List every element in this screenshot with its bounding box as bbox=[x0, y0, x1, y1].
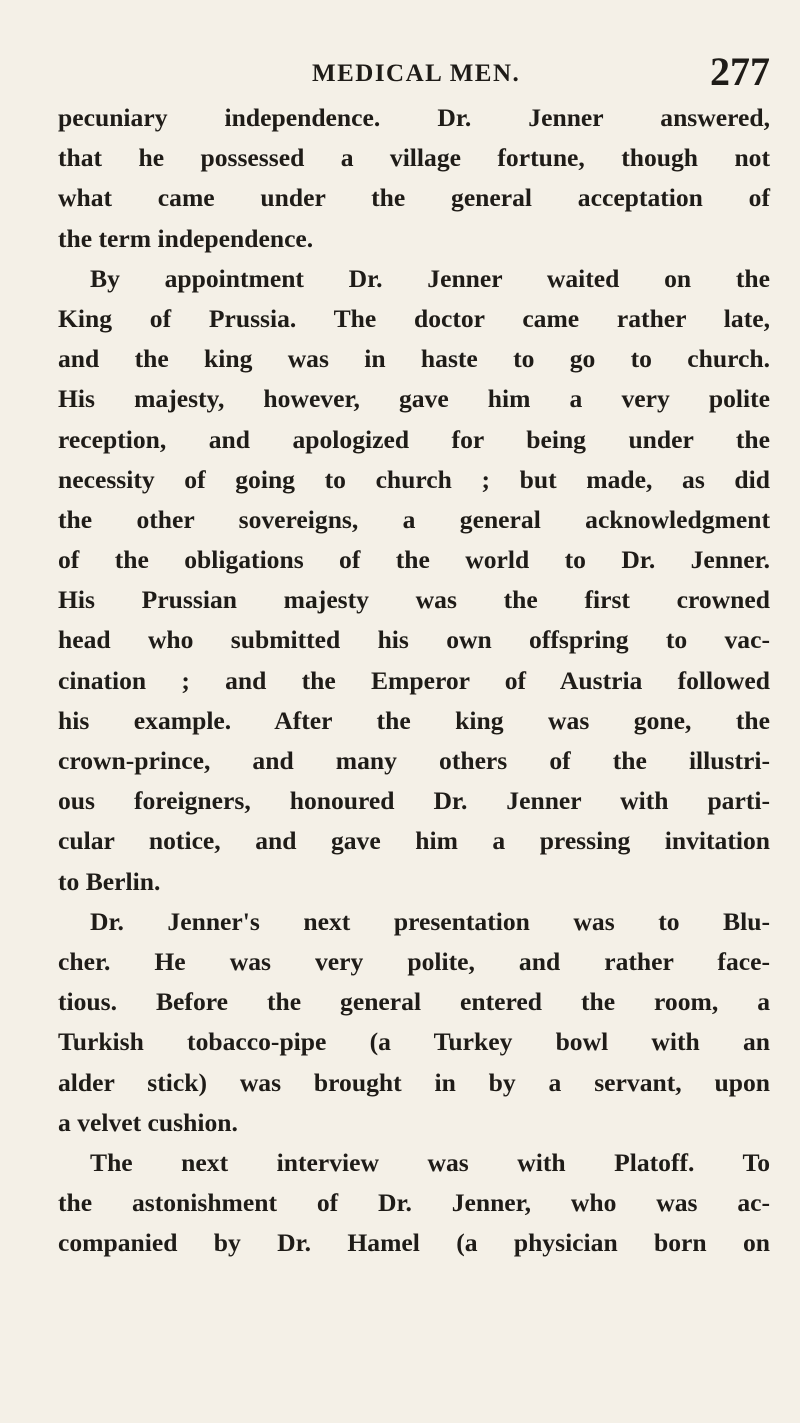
running-head bbox=[0, 49, 800, 94]
text-line: reception, and apologized for being under the bbox=[58, 424, 770, 454]
text-line: pecuniary independence. Dr. Jenner answered, bbox=[58, 103, 770, 132]
text-line: tious. Before the general entered the room, a bbox=[58, 987, 770, 1017]
text-line: his example. After the king was gone, the bbox=[58, 705, 770, 735]
text-line: ous foreigners, honoured Dr. Jenner with parti- bbox=[58, 786, 770, 816]
text-line: what came under the general acceptation of bbox=[58, 183, 770, 213]
text-line: cher. He was very polite, and rather face- bbox=[58, 946, 770, 976]
text-line: alder stick) was brought in by a servant, upon bbox=[58, 1067, 770, 1097]
body-text bbox=[58, 98, 770, 1263]
text-line: the astonishment of Dr. Jenner, who was ac- bbox=[58, 1188, 770, 1218]
running-head-title: MEDICAL MEN. bbox=[312, 60, 521, 87]
text-line: the other sovereigns, a general acknowledgment bbox=[58, 504, 770, 534]
text-line: and the king was in haste to go to church. bbox=[58, 344, 770, 374]
text-line: The next interview was with Platoff. To bbox=[90, 1147, 770, 1177]
text-line: necessity of going to church ; but made, as did bbox=[58, 464, 770, 494]
text-line: that he possessed a village fortune, though not bbox=[58, 143, 770, 173]
text-line: His majesty, however, gave him a very polite bbox=[58, 384, 770, 414]
text-line: cination ; and the Emperor of Austria followed bbox=[58, 665, 770, 695]
text-line: companied by Dr. Hamel (a physician born on bbox=[58, 1228, 770, 1258]
text-line: By appointment Dr. Jenner waited on the bbox=[90, 263, 770, 293]
text-line: crown-prince, and many others of the illustri- bbox=[58, 746, 770, 775]
text-line: to Berlin. bbox=[58, 866, 161, 896]
page-number: 277 bbox=[710, 49, 770, 94]
text-line: head who submitted his own offspring to vac- bbox=[58, 625, 770, 655]
text-line: cular notice, and gave him a pressing invitation bbox=[58, 826, 770, 856]
text-line: a velvet cushion. bbox=[58, 1107, 238, 1137]
text-line: Turkish tobacco-pipe (a Turkey bowl with an bbox=[58, 1027, 770, 1057]
text-line: the term independence. bbox=[58, 223, 314, 253]
text-line: King of Prussia. The doctor came rather late, bbox=[58, 303, 770, 333]
text-line: His Prussian majesty was the first crowned bbox=[58, 585, 770, 615]
text-line: Dr. Jenner's next presentation was to Blu- bbox=[90, 906, 770, 936]
text-line: of the obligations of the world to Dr. Jenner. bbox=[58, 545, 770, 575]
